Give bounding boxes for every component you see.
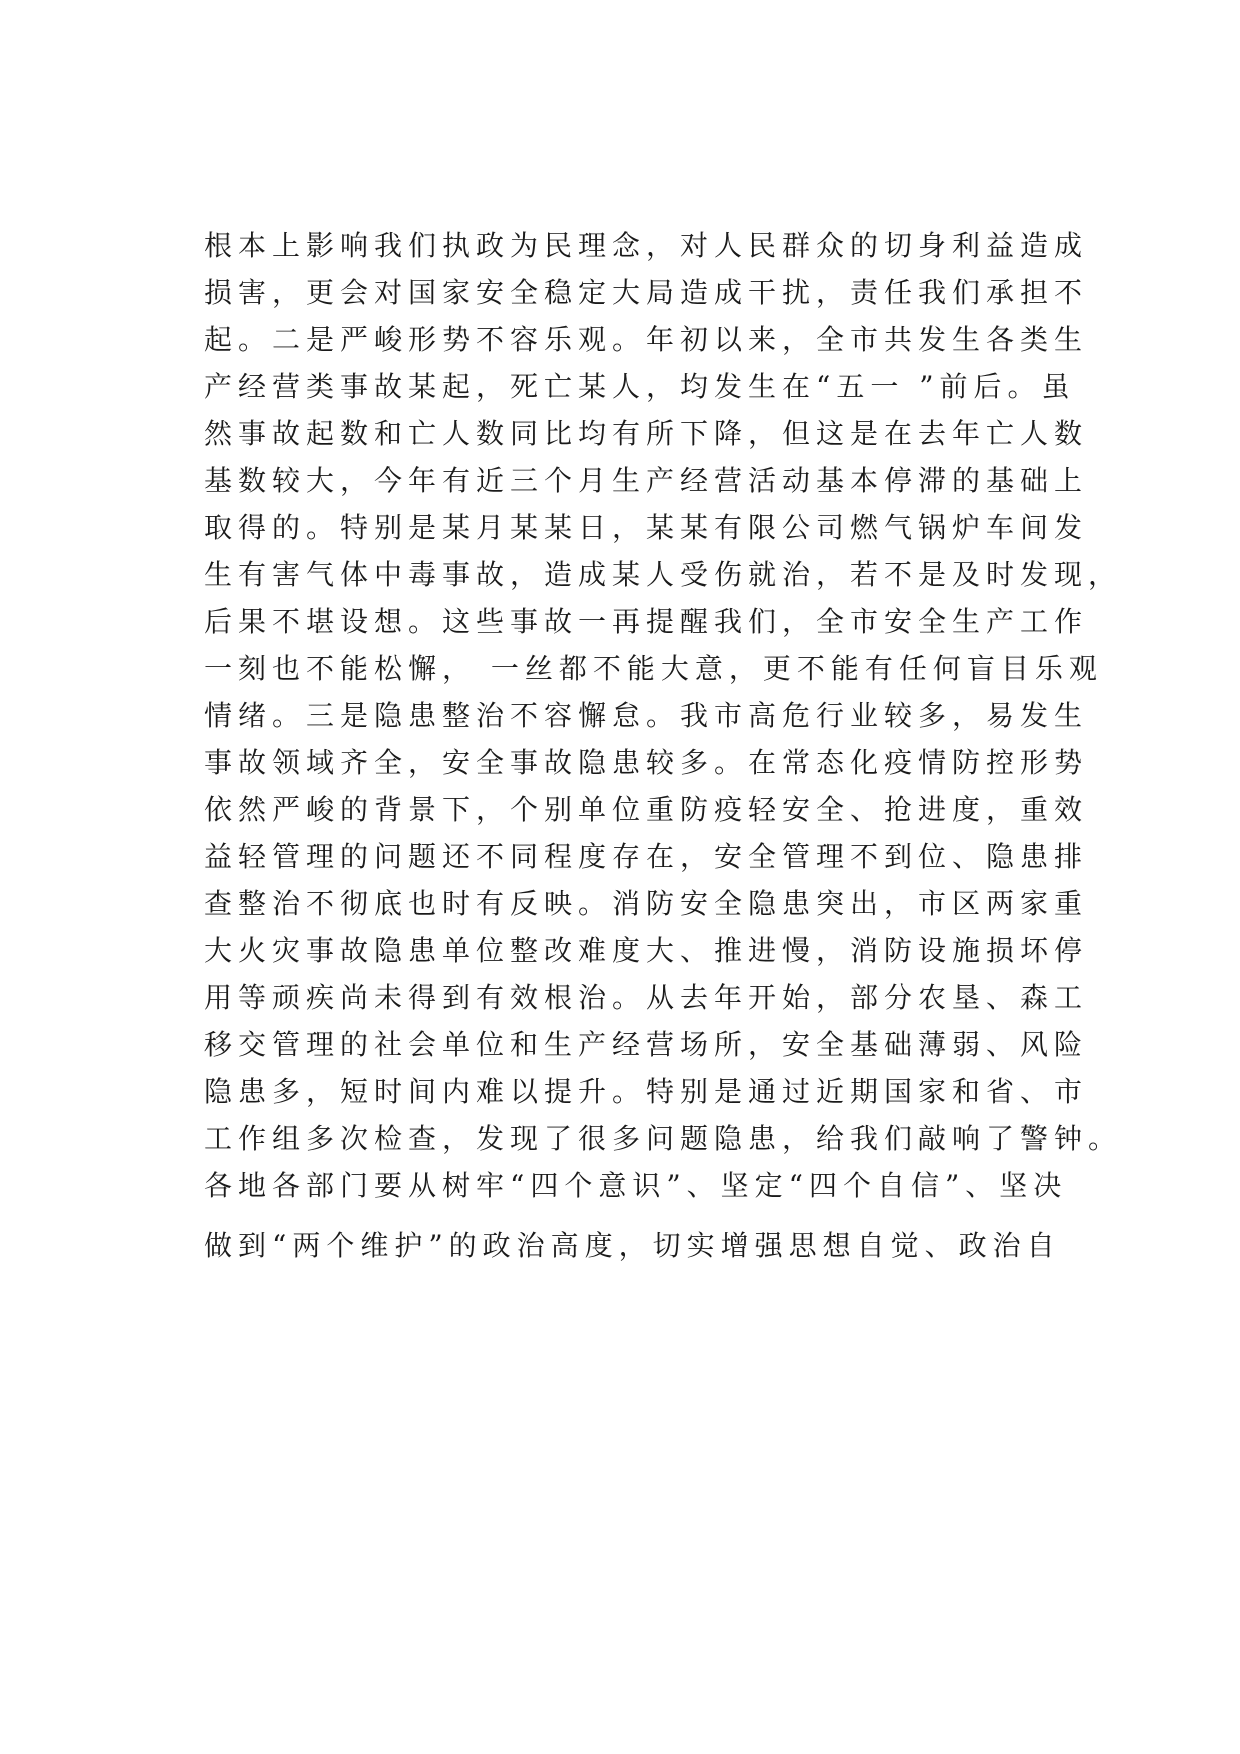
text-line: 事故领域齐全，安全事故隐患较多。在常态化疫情防控形势 [204,746,1089,779]
text-line: 然事故起数和亡人数同比均有所下降，但这是在去年亡人数 [204,417,1089,450]
text-line: 根本上影响我们执政为民理念，对人民群众的切身利益造成 [204,229,1089,262]
text-line: 工作组多次检查，发现了很多问题隐患，给我们敲响了警钟。 [204,1122,1123,1155]
text-line: 益轻管理的问题还不同程度存在，安全管理不到位、隐患排 [204,840,1089,873]
text-line: 大火灾事故隐患单位整改难度大、推进慢，消防设施损坏停 [204,934,1089,967]
text-line: 基数较大，今年有近三个月生产经营活动基本停滞的基础上 [204,464,1089,497]
text-line: 用等顽疾尚未得到有效根治。从去年开始，部分农垦、森工 [204,981,1089,1014]
text-line: 隐患多，短时间内难以提升。特别是通过近期国家和省、市 [204,1075,1089,1108]
text-line: 取得的。特别是某月某某日，某某有限公司燃气锅炉车间发 [204,511,1089,544]
text-line: 损害，更会对国家安全稳定大局造成干扰，责任我们承担不 [204,276,1089,309]
text-line: 依然严峻的背景下，个别单位重防疫轻安全、抢进度，重效 [204,793,1089,826]
text-line: 后果不堪设想。这些事故一再提醒我们，全市安全生产工作 [204,605,1089,638]
text-line: 一刻也不能松懈， 一丝都不能大意，更不能有任何盲目乐观 [204,652,1103,685]
text-line: 查整治不彻底也时有反映。消防安全隐患突出，市区两家重 [204,887,1089,920]
text-line: 情绪。三是隐患整治不容懈怠。我市高危行业较多，易发生 [204,699,1089,732]
text-line: 产经营类事故某起，死亡某人，均发生在“五一 ”前后。虽 [204,370,1076,403]
text-line: 生有害气体中毒事故，造成某人受伤就治，若不是及时发现， [204,558,1123,591]
text-line: 做到“两个维护”的政治高度，切实增强思想自觉、政治自 [204,1229,1061,1262]
text-line: 各地各部门要从树牢“四个意识”、坚定“四个自信”、坚决 [204,1169,1068,1202]
text-line: 起。二是严峻形势不容乐观。年初以来，全市共发生各类生 [204,323,1089,356]
text-line: 移交管理的社会单位和生产经营场所，安全基础薄弱、风险 [204,1028,1089,1061]
